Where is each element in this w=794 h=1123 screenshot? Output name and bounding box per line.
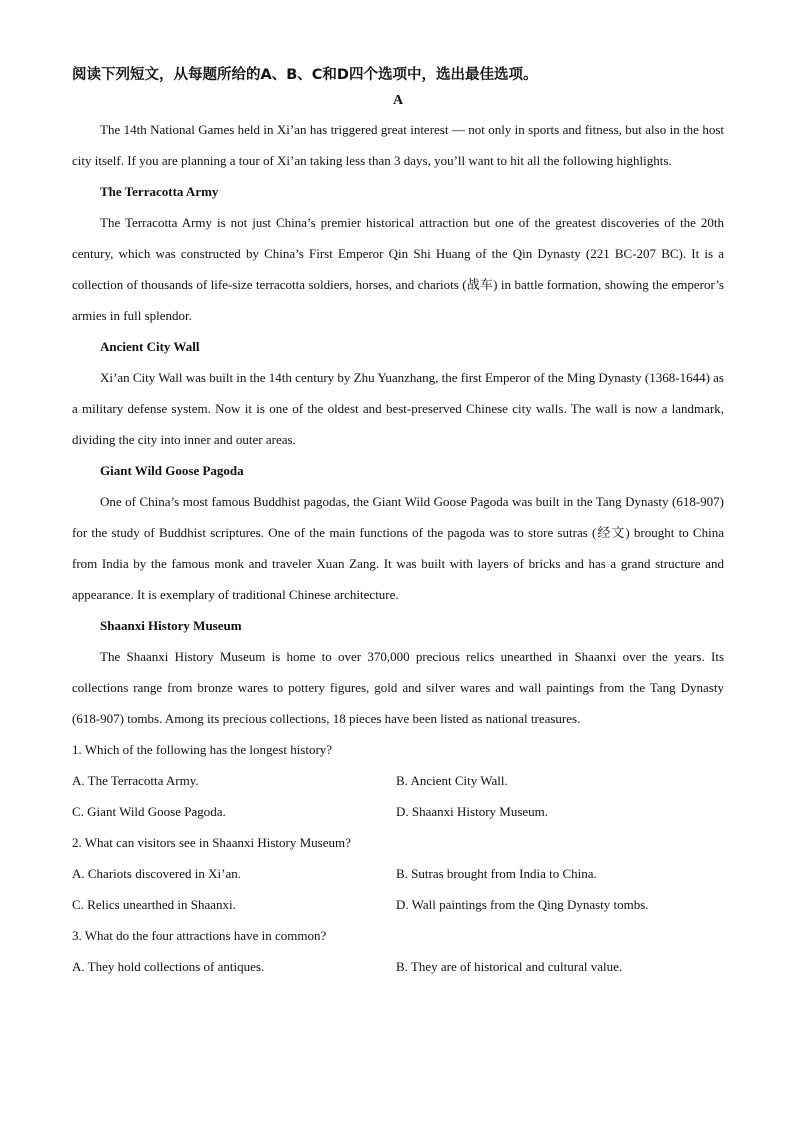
- attraction-heading-pagoda: Giant Wild Goose Pagoda: [100, 463, 244, 478]
- intro-paragraph: The 14th National Games held in Xi’an has triggered great interest — not only in sports and fitness, but also in the host city itself. If you are planning a tour of Xi’an taking less than 3 days, you’ll want to hit all the following highlights.: [72, 122, 724, 168]
- option-c: C. Giant Wild Goose Pagoda.: [72, 804, 226, 819]
- attraction-text-terracotta: The Terracotta Army is not just China’s premier historical attraction but one of the greatest discoveries of the 20th century, which was constructed by China’s First Emperor Qin Shi Huang of the Qin Dynasty (221 BC-207 BC). It is a collection of thousands of life-size terracotta soldiers, horses, and chariots (战车) in battle formation, showing the emperor’s armies in full splendor.: [72, 215, 724, 323]
- attraction-heading-museum: Shaanxi History Museum: [100, 618, 242, 633]
- question-stem: 2. What can visitors see in Shaanxi History Museum?: [72, 835, 351, 850]
- attraction-text-museum: The Shaanxi History Museum is home to over 370,000 precious relics unearthed in Shaanxi over the years. Its collections range from bronze wares to pottery figures, gold and silver wares and wall paintings from the Tang Dynasty (618-907) tombs. Among its precious collections, 18 pieces have been listed as national treasures.: [72, 649, 724, 726]
- option-b: B. They are of historical and cultural value.: [396, 959, 623, 974]
- question-stem: 1. Which of the following has the longest history?: [72, 742, 333, 757]
- exam-page: [72, 64, 724, 982]
- option-row: [72, 796, 724, 827]
- attraction-heading-terracotta: The Terracotta Army: [100, 184, 219, 199]
- option-b: B. Ancient City Wall.: [396, 773, 508, 788]
- option-row: [72, 951, 724, 982]
- option-d: D. Shaanxi History Museum.: [396, 804, 549, 819]
- option-c: C. Relics unearthed in Shaanxi.: [72, 897, 236, 912]
- attraction-text-city-wall: Xi’an City Wall was built in the 14th century by Zhu Yuanzhang, the first Emperor of the Ming Dynasty (1368-1644) as a military defense system. Now it is one of the oldest and best-preserved Chinese city walls. The wall is now a landmark, dividing the city into inner and outer areas.: [72, 370, 724, 447]
- attraction-text-pagoda: One of China’s most famous Buddhist pagodas, the Giant Wild Goose Pagoda was built in the Tang Dynasty (618-907) for the study of Buddhist scriptures. One of the main functions of the pagoda was to store sutras (经文) brought to China from India by the famous monk and traveler Xuan Zang. It was built with layers of bricks and has a grand structure and appearance. It is exemplary of traditional Chinese architecture.: [72, 494, 724, 602]
- option-b: B. Sutras brought from India to China.: [396, 866, 597, 881]
- option-d: D. Wall paintings from the Qing Dynasty tombs.: [396, 897, 649, 912]
- attraction-heading-city-wall: Ancient City Wall: [100, 339, 200, 354]
- option-a: A. The Terracotta Army.: [72, 773, 199, 788]
- option-row: [72, 858, 724, 889]
- option-row: [72, 889, 724, 920]
- option-a: A. Chariots discovered in Xi’an.: [72, 866, 241, 881]
- question-stem: 3. What do the four attractions have in common?: [72, 928, 327, 943]
- section-letter: A: [392, 93, 404, 108]
- option-row: [72, 765, 724, 796]
- option-a: A. They hold collections of antiques.: [72, 959, 265, 974]
- instruction-text: 阅读下列短文，从每题所给的A、B、C和D四个选项中，选出最佳选项。: [72, 67, 538, 83]
